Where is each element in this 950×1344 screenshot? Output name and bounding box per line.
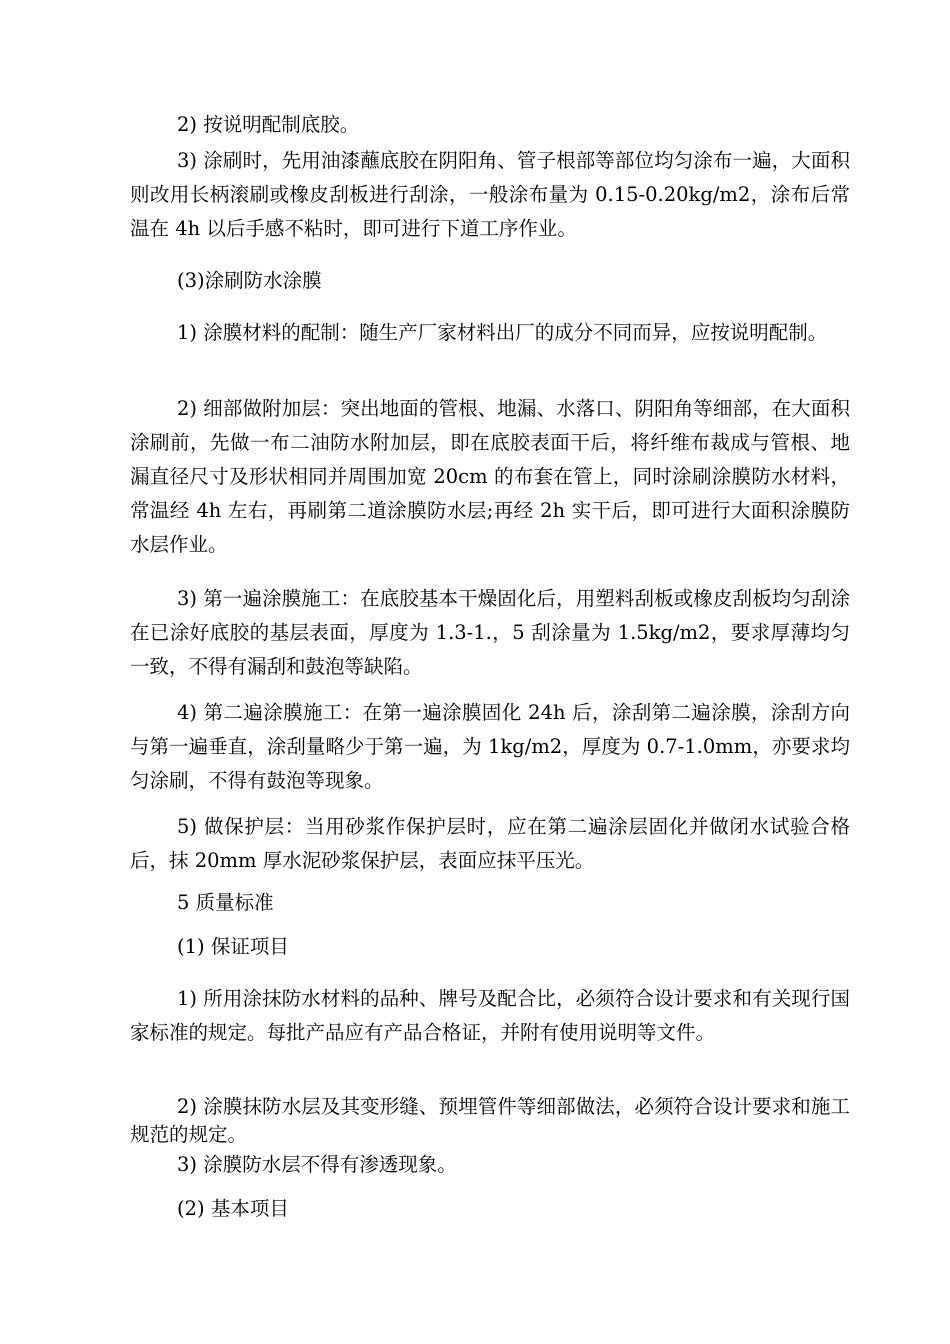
paragraph-brush-primer: 3) 涂刷时，先用油漆蘸底胶在阴阳角、管子根部等部位均匀涂布一遍，大面积则改用长柄滚刷或橡皮刮板进行刮涂，一般涂布量为 0.15-0.20kg/m2，涂布后常温在 4h 以后手感不粘时，即可进行下道工序作业。 — [130, 149, 850, 240]
paragraph-additional-layer: 2) 细部做附加层：突出地面的管根、地漏、水落口、阴阳角等细部，在大面积涂刷前，先做一布二油防水附加层，即在底胶表面干后，将纤维布裁成与管根、地漏直径尺寸及形状相同并周围加宽 20cm 的布套在管上，同时涂刷涂膜防水材料，常温经 4h 左右，再刷第二道涂膜防水层;再经 2h 实干后，即可进行大面积涂膜防水层作业。 — [130, 397, 850, 556]
section-heading-basic: (2) 基本项目 — [177, 1197, 289, 1220]
paragraph-materials-standard: 1) 所用涂抹防水材料的品种、牌号及配合比，必须符合设计要求和有关现行国家标准的规定。每批产品应有产品合格证，并附有使用说明等文件。 — [130, 987, 850, 1044]
paragraph-prepare-primer: 2) 按说明配制底胶。 — [177, 113, 360, 136]
section-heading-guarantee: (1) 保证项目 — [177, 935, 289, 958]
paragraph-material-mixing: 1) 涂膜材料的配制：随生产厂家材料出厂的成分不同而异，应按说明配制。 — [177, 321, 828, 344]
section-heading-quality: 5 质量标准 — [177, 891, 274, 914]
paragraph-no-leakage: 3) 涂膜防水层不得有渗透现象。 — [177, 1153, 457, 1176]
section-heading-coating: (3)涂刷防水涂膜 — [177, 269, 322, 292]
paragraph-second-coat: 4) 第二遍涂膜施工：在第一遍涂膜固化 24h 后，涂刮第二遍涂膜，涂刮方向与第一遍垂直，涂刮量略少于第一遍，为 1kg/m2，厚度为 0.7-1.0mm，亦要求均匀涂刷，不得有鼓泡等现象。 — [130, 701, 850, 792]
paragraph-detail-methods: 2) 涂膜抹防水层及其变形缝、预埋管件等细部做法，必须符合设计要求和施工规范的规定。 — [130, 1095, 850, 1146]
paragraph-protective-layer: 5) 做保护层：当用砂浆作保护层时，应在第二遍涂层固化并做闭水试验合格后，抹 20mm 厚水泥砂浆保护层，表面应抹平压光。 — [130, 815, 850, 872]
paragraph-first-coat: 3) 第一遍涂膜施工：在底胶基本干燥固化后，用塑料刮板或橡皮刮板均匀刮涂在已涂好底胶的基层表面，厚度为 1.3-1.，5 刮涂量为 1.5kg/m2，要求厚薄均匀一致，不得有漏刮和鼓泡等缺陷。 — [130, 587, 850, 678]
